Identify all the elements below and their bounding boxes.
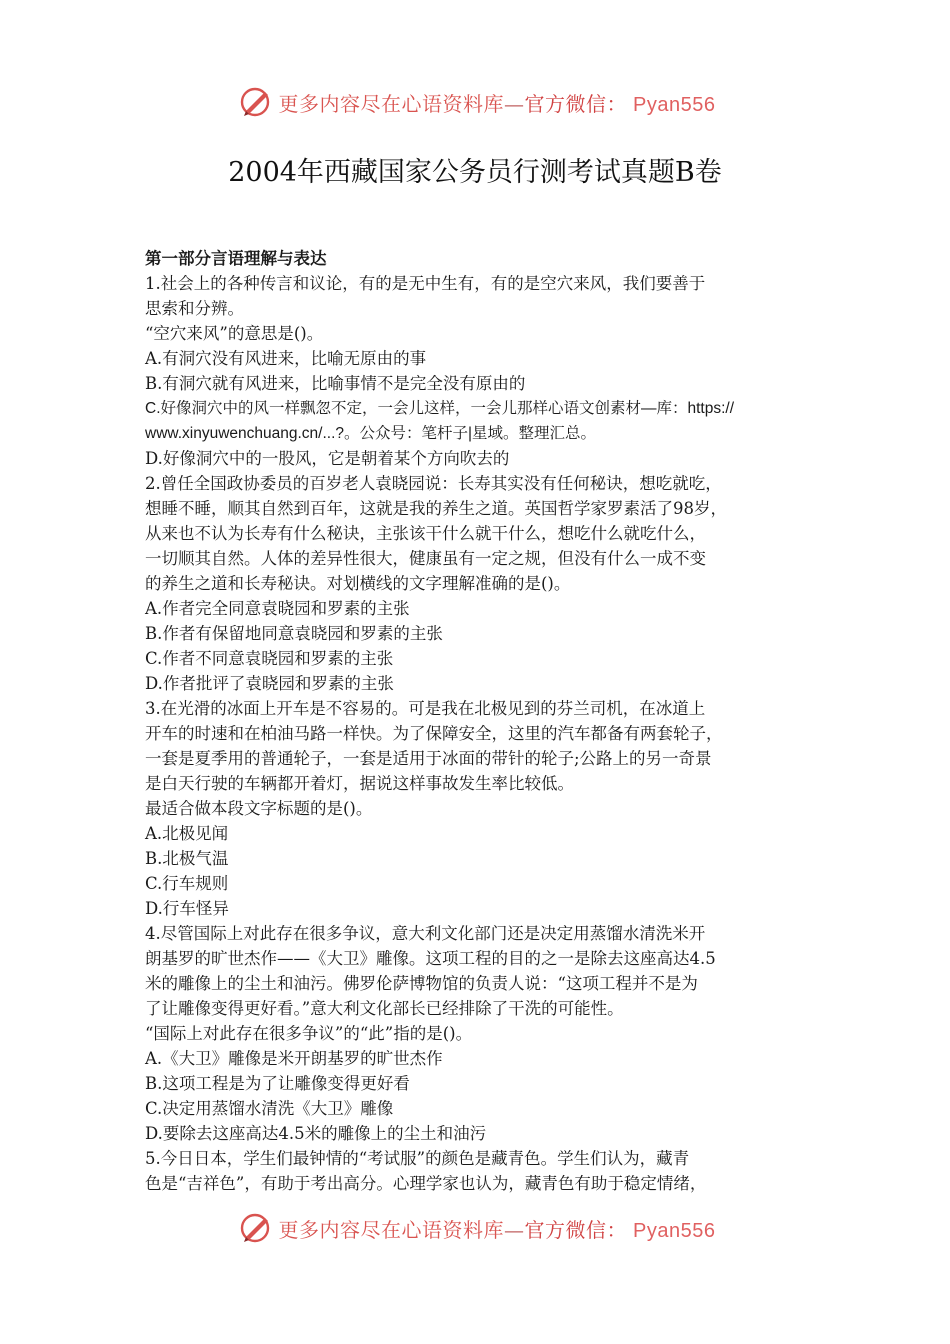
text-line: B.作者有保留地同意袁晓园和罗素的主张 bbox=[145, 624, 443, 643]
text-line: D.要除去这座高达4.5米的雕像上的尘土和油污 bbox=[145, 1124, 487, 1143]
text-line: D.行车怪异 bbox=[145, 899, 229, 918]
text-line: C.行车规则 bbox=[145, 874, 229, 893]
banner-text bbox=[279, 1214, 716, 1243]
promo-line: www.xinyuwenchuang.cn/...?。公众号：笔杆子|星域。整理汇总。 bbox=[145, 425, 597, 442]
text-line: 开车的时速和在柏油马路一样快。为了保障安全，这里的汽车都备有两套轮子， bbox=[145, 724, 723, 743]
text-line: A.北极见闻 bbox=[145, 824, 229, 843]
banner-dash: — bbox=[504, 91, 525, 116]
section-heading: 第一部分言语理解与表达 bbox=[145, 249, 327, 268]
text-line: 朗基罗的旷世杰作——《大卫》雕像。这项工程的目的之一是除去这座高达4.5 bbox=[145, 949, 716, 968]
text-line: 了让雕像变得更好看。”意大利文化部长已经排除了干洗的可能性。 bbox=[145, 999, 624, 1018]
text-line: 色是“吉祥色”，有助于考出高分。心理学家也认为，藏青色有助于稳定情绪， bbox=[145, 1174, 707, 1193]
header-banner bbox=[0, 82, 950, 122]
text-line: 是白天行驶的车辆都开着灯，据说这样事故发生率比较低。 bbox=[145, 774, 574, 793]
text-line: 1.社会上的各种传言和议论，有的是无中生有，有的是空穴来风，我们要善于 bbox=[145, 274, 706, 293]
pen-logo-icon bbox=[235, 82, 275, 122]
banner-wechat-label: 官方微信： bbox=[524, 1217, 628, 1242]
text-line: “空穴来风”的意思是()。 bbox=[145, 324, 324, 343]
text-line: D.作者批评了袁晓园和罗素的主张 bbox=[145, 674, 394, 693]
text-line: 一套是夏季用的普通轮子，一套是适用于冰面的带针的轮子;公路上的另一奇景 bbox=[145, 749, 712, 768]
banner-main: 更多内容尽在心语资料库 bbox=[278, 91, 505, 116]
banner-dash: — bbox=[504, 1217, 525, 1242]
banner-wechat-id: Pyan556 bbox=[633, 93, 716, 116]
text-line: 2.曾任全国政协委员的百岁老人袁晓园说：长寿其实没有任何秘诀，想吃就吃， bbox=[145, 474, 722, 493]
text-line: “国际上对此存在很多争议”的“此”指的是()。 bbox=[145, 1024, 473, 1043]
text-line: A.有洞穴没有风进来，比喻无原由的事 bbox=[145, 349, 427, 368]
document-body bbox=[145, 246, 815, 1196]
text-line: A.《大卫》雕像是米开朗基罗的旷世杰作 bbox=[145, 1049, 443, 1068]
text-line: 4.尽管国际上对此存在很多争议，意大利文化部门还是决定用蒸馏水清洗米开 bbox=[145, 924, 706, 943]
text-line: B.有洞穴就有风进来，比喻事情不是完全没有原由的 bbox=[145, 374, 526, 393]
text-line: 想睡不睡，顺其自然到百年，这就是我的养生之道。英国哲学家罗素活了98岁， bbox=[145, 499, 727, 518]
banner-wechat-label: 官方微信： bbox=[524, 91, 628, 116]
banner-text bbox=[279, 88, 716, 117]
text-line: 的养生之道和长寿秘诀。对划横线的文字理解准确的是()。 bbox=[145, 574, 571, 593]
text-line: B.北极气温 bbox=[145, 849, 229, 868]
text-line: A.作者完全同意袁晓园和罗素的主张 bbox=[145, 599, 410, 618]
banner-wechat-id: Pyan556 bbox=[633, 1219, 716, 1242]
pen-logo-icon bbox=[235, 1208, 275, 1248]
text-line: 一切顺其自然。人体的差异性很大，健康虽有一定之规，但没有什么一成不变 bbox=[145, 549, 706, 568]
text-line: 最适合做本段文字标题的是()。 bbox=[145, 799, 373, 818]
text-line: C.决定用蒸馏水清洗《大卫》雕像 bbox=[145, 1099, 394, 1118]
text-line: 3.在光滑的冰面上开车是不容易的。可是我在北极见到的芬兰司机，在冰道上 bbox=[145, 699, 706, 718]
banner-main: 更多内容尽在心语资料库 bbox=[278, 1217, 505, 1242]
footer-banner bbox=[0, 1208, 950, 1248]
text-line: 5.今日日本，学生们最钟情的“考试服”的颜色是藏青色。学生们认为，藏青 bbox=[145, 1149, 690, 1168]
promo-line: C.好像洞穴中的风一样飘忽不定，一会儿这样，一会儿那样心语文创素材—库：https:// bbox=[145, 400, 735, 417]
text-line: 思索和分辨。 bbox=[145, 299, 244, 318]
text-line: C.作者不同意袁晓园和罗素的主张 bbox=[145, 649, 394, 668]
text-line: B.这项工程是为了让雕像变得更好看 bbox=[145, 1074, 410, 1093]
text-line: 米的雕像上的尘土和油污。佛罗伦萨博物馆的负责人说：“这项工程并不是为 bbox=[145, 974, 698, 993]
text-line: 从来也不认为长寿有什么秘诀，主张该干什么就干什么，想吃什么就吃什么， bbox=[145, 524, 706, 543]
text-line: D.好像洞穴中的一股风，它是朝着某个方向吹去的 bbox=[145, 449, 510, 468]
document-title: 2004年西藏国家公务员行测考试真题B卷 bbox=[228, 157, 722, 188]
